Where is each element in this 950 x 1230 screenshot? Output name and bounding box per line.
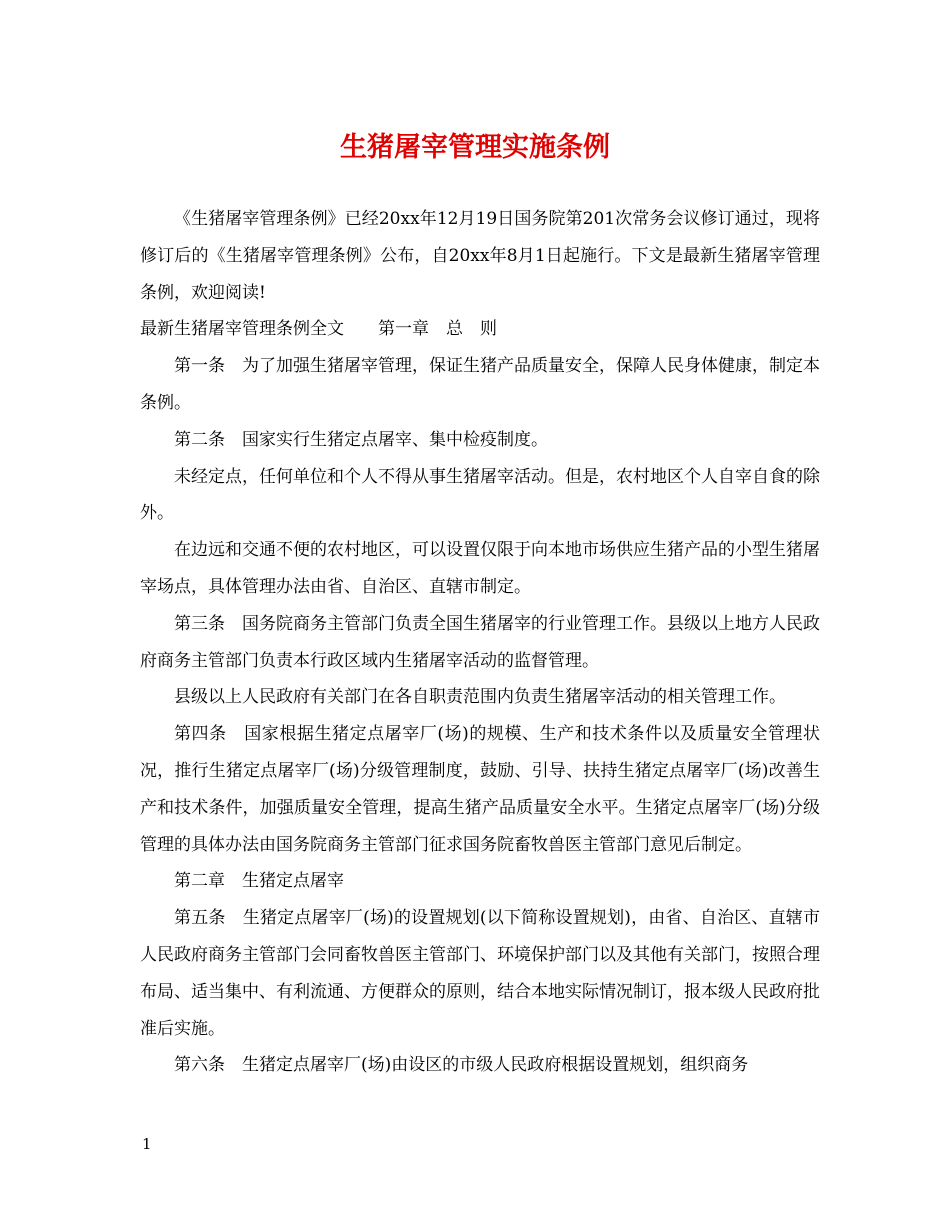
paragraph: 第三条 国务院商务主管部门负责全国生猪屠宰的行业管理工作。县级以上地方人民政府商务主管部门负责本行政区域内生猪屠宰活动的监督管理。	[140, 613, 820, 671]
document-body	[140, 201, 820, 1084]
paragraph: 第二条 国家实行生猪定点屠宰、集中检疫制度。	[174, 429, 548, 450]
paragraph: 未经定点，任何单位和个人不得从事生猪屠宰活动。但是，农村地区个人自宰自食的除外。	[140, 466, 820, 524]
paragraph: 《生猪屠宰管理条例》已经20xx年12月19日国务院第201次常务会议修订通过，现将修订后的《生猪屠宰管理条例》公布，自20xx年8月1日起施行。下文是最新生猪屠宰管理条例，欢迎阅读!	[140, 209, 820, 303]
chapter-heading: 第二章 生猪定点屠宰	[174, 871, 344, 892]
paragraph: 县级以上人民政府有关部门在各自职责范围内负责生猪屠宰活动的相关管理工作。	[174, 687, 786, 708]
paragraph: 第四条 国家根据生猪定点屠宰厂(场)的规模、生产和技术条件以及质量安全管理状况，推行生猪定点屠宰厂(场)分级管理制度，鼓励、引导、扶持生猪定点屠宰厂(场)改善生产和技术条件，加强质量安全管理，提高生猪产品质量安全水平。生猪定点屠宰厂(场)分级管理的具体办法由国务院商务主管部门征求国务院畜牧兽医主管部门意见后制定。	[140, 724, 820, 855]
chapter-heading: 最新生猪屠宰管理条例全文 第一章 总 则	[140, 319, 497, 340]
page-title: 生猪屠宰管理实施条例	[340, 132, 610, 163]
paragraph: 第一条 为了加强生猪屠宰管理，保证生猪产品质量安全，保障人民身体健康，制定本条例。	[140, 356, 820, 413]
paragraph: 第五条 生猪定点屠宰厂(场)的设置规划(以下简称设置规划)，由省、自治区、直辖市人民政府商务主管部门会同畜牧兽医主管部门、环境保护部门以及其他有关部门，按照合理布局、适当集中、有利流通、方便群众的原则，结合本地实际情况制订，报本级人民政府批准后实施。	[140, 908, 820, 1039]
paragraph: 第六条 生猪定点屠宰厂(场)由设区的市级人民政府根据设置规划，组织商务	[174, 1055, 749, 1076]
page-number: 1	[142, 1135, 152, 1153]
paragraph: 在边远和交通不便的农村地区，可以设置仅限于向本地市场供应生猪产品的小型生猪屠宰场点，具体管理办法由省、自治区、直辖市制定。	[140, 540, 820, 597]
